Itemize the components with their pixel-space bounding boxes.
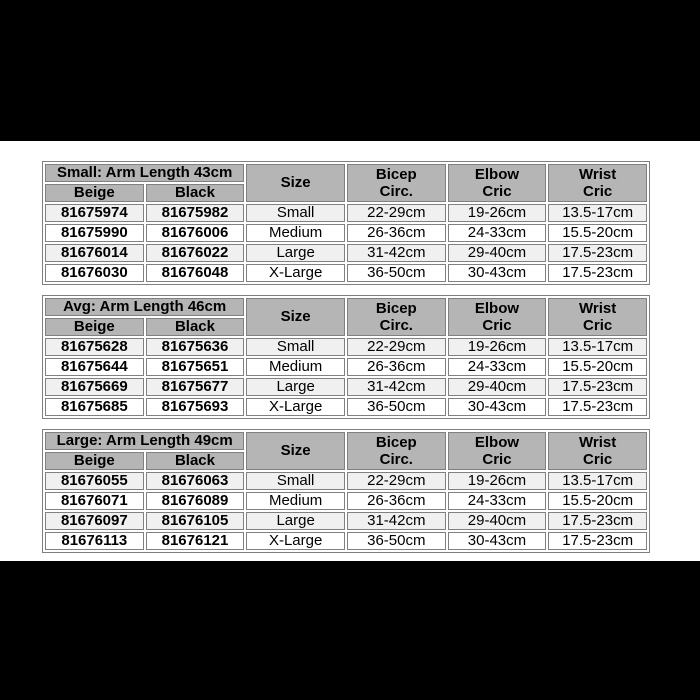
black-code-cell: 81676063: [146, 472, 245, 490]
bicep-cell: 26-36cm: [347, 358, 446, 376]
size-charts-area: [0, 141, 700, 561]
elbow-cell: 24-33cm: [448, 224, 547, 242]
bicep-cell: 31-42cm: [347, 244, 446, 262]
wrist-cell: 17.5-23cm: [548, 378, 647, 396]
table-row: [45, 358, 647, 376]
table-row: [45, 338, 647, 356]
bottom-black-band: [0, 561, 700, 700]
column-header-bicep: [347, 432, 446, 470]
size-cell: Small: [246, 204, 345, 222]
black-code-cell: 81676089: [146, 492, 245, 510]
column-header-elbow: [448, 298, 547, 336]
wrist-cell: 15.5-20cm: [548, 492, 647, 510]
elbow-cell: 30-43cm: [448, 532, 547, 550]
black-code-cell: 81675982: [146, 204, 245, 222]
table-header-row-1: [45, 432, 647, 450]
wrist-cell: 15.5-20cm: [548, 224, 647, 242]
column-header-beige: Beige: [45, 452, 144, 470]
wrist-cell: 15.5-20cm: [548, 358, 647, 376]
table-row: [45, 398, 647, 416]
beige-code-cell: 81676030: [45, 264, 144, 282]
column-header-wrist-line1: Wrist: [579, 166, 617, 183]
black-code-cell: 81676121: [146, 532, 245, 550]
bicep-cell: 36-50cm: [347, 264, 446, 282]
top-black-band: [0, 0, 700, 141]
wrist-cell: 17.5-23cm: [548, 398, 647, 416]
table-header-row-1: [45, 298, 647, 316]
elbow-cell: 19-26cm: [448, 338, 547, 356]
wrist-cell: 17.5-23cm: [548, 532, 647, 550]
bicep-cell: 26-36cm: [347, 492, 446, 510]
column-header-bicep-line2: Circ.: [379, 183, 413, 200]
wrist-cell: 17.5-23cm: [548, 244, 647, 262]
table-title: Avg: Arm Length 46cm: [45, 298, 244, 316]
column-header-bicep: [347, 298, 446, 336]
size-table-large-arm: [42, 429, 650, 553]
beige-code-cell: 81676113: [45, 532, 144, 550]
elbow-cell: 29-40cm: [448, 378, 547, 396]
size-cell: X-Large: [246, 264, 345, 282]
size-table-avg-arm: [42, 295, 650, 419]
size-cell: Large: [246, 512, 345, 530]
elbow-cell: 30-43cm: [448, 398, 547, 416]
elbow-cell: 29-40cm: [448, 244, 547, 262]
wrist-cell: 13.5-17cm: [548, 204, 647, 222]
beige-code-cell: 81675628: [45, 338, 144, 356]
column-header-size: Size: [246, 298, 345, 336]
column-header-bicep-line1: Bicep: [375, 300, 417, 317]
black-code-cell: 81676105: [146, 512, 245, 530]
column-header-wrist-line1: Wrist: [579, 434, 617, 451]
table-row: [45, 224, 647, 242]
column-header-elbow-line2: Cric: [482, 183, 512, 200]
column-header-size: Size: [246, 164, 345, 202]
size-cell: Medium: [246, 358, 345, 376]
column-header-bicep: [347, 164, 446, 202]
elbow-cell: 24-33cm: [448, 358, 547, 376]
column-header-elbow-line1: Elbow: [474, 300, 520, 317]
table-header-row-1: [45, 164, 647, 182]
size-table-small-arm: [42, 161, 650, 285]
beige-code-cell: 81676055: [45, 472, 144, 490]
column-header-elbow: [448, 432, 547, 470]
elbow-cell: 19-26cm: [448, 204, 547, 222]
table-row: [45, 532, 647, 550]
size-cell: Medium: [246, 224, 345, 242]
table-row: [45, 512, 647, 530]
column-header-elbow-line1: Elbow: [474, 166, 520, 183]
column-header-beige: Beige: [45, 184, 144, 202]
black-code-cell: 81675651: [146, 358, 245, 376]
column-header-elbow-line2: Cric: [482, 317, 512, 334]
bicep-cell: 36-50cm: [347, 398, 446, 416]
size-cell: Large: [246, 378, 345, 396]
wrist-cell: 17.5-23cm: [548, 264, 647, 282]
table-title: Small: Arm Length 43cm: [45, 164, 244, 182]
black-code-cell: 81676006: [146, 224, 245, 242]
beige-code-cell: 81675669: [45, 378, 144, 396]
beige-code-cell: 81676071: [45, 492, 144, 510]
column-header-wrist-line2: Cric: [583, 317, 613, 334]
beige-code-cell: 81675990: [45, 224, 144, 242]
column-header-elbow: [448, 164, 547, 202]
column-header-wrist: [548, 164, 647, 202]
beige-code-cell: 81675685: [45, 398, 144, 416]
beige-code-cell: 81676014: [45, 244, 144, 262]
column-header-elbow-line1: Elbow: [474, 434, 520, 451]
bicep-cell: 31-42cm: [347, 378, 446, 396]
table-row: [45, 264, 647, 282]
column-header-bicep-line2: Circ.: [379, 451, 413, 468]
size-cell: Small: [246, 472, 345, 490]
table-row: [45, 244, 647, 262]
column-header-wrist-line1: Wrist: [579, 300, 617, 317]
black-code-cell: 81676022: [146, 244, 245, 262]
table-row: [45, 378, 647, 396]
table-row: [45, 204, 647, 222]
size-cell: Small: [246, 338, 345, 356]
table-row: [45, 472, 647, 490]
column-header-black: Black: [146, 452, 245, 470]
wrist-cell: 17.5-23cm: [548, 512, 647, 530]
black-code-cell: 81676048: [146, 264, 245, 282]
column-header-black: Black: [146, 184, 245, 202]
black-code-cell: 81675677: [146, 378, 245, 396]
elbow-cell: 24-33cm: [448, 492, 547, 510]
size-cell: X-Large: [246, 398, 345, 416]
bicep-cell: 36-50cm: [347, 532, 446, 550]
wrist-cell: 13.5-17cm: [548, 472, 647, 490]
size-cell: Medium: [246, 492, 345, 510]
bicep-cell: 22-29cm: [347, 204, 446, 222]
column-header-elbow-line2: Cric: [482, 451, 512, 468]
elbow-cell: 30-43cm: [448, 264, 547, 282]
elbow-cell: 19-26cm: [448, 472, 547, 490]
column-header-black: Black: [146, 318, 245, 336]
beige-code-cell: 81675974: [45, 204, 144, 222]
black-code-cell: 81675693: [146, 398, 245, 416]
bicep-cell: 26-36cm: [347, 224, 446, 242]
column-header-wrist-line2: Cric: [583, 183, 613, 200]
beige-code-cell: 81675644: [45, 358, 144, 376]
column-header-bicep-line1: Bicep: [375, 166, 417, 183]
column-header-wrist-line2: Cric: [583, 451, 613, 468]
size-cell: X-Large: [246, 532, 345, 550]
black-code-cell: 81675636: [146, 338, 245, 356]
column-header-beige: Beige: [45, 318, 144, 336]
elbow-cell: 29-40cm: [448, 512, 547, 530]
column-header-size: Size: [246, 432, 345, 470]
wrist-cell: 13.5-17cm: [548, 338, 647, 356]
column-header-bicep-line1: Bicep: [375, 434, 417, 451]
column-header-bicep-line2: Circ.: [379, 317, 413, 334]
column-header-wrist: [548, 432, 647, 470]
beige-code-cell: 81676097: [45, 512, 144, 530]
column-header-wrist: [548, 298, 647, 336]
bicep-cell: 22-29cm: [347, 338, 446, 356]
table-row: [45, 492, 647, 510]
table-title: Large: Arm Length 49cm: [45, 432, 244, 450]
bicep-cell: 31-42cm: [347, 512, 446, 530]
size-cell: Large: [246, 244, 345, 262]
bicep-cell: 22-29cm: [347, 472, 446, 490]
